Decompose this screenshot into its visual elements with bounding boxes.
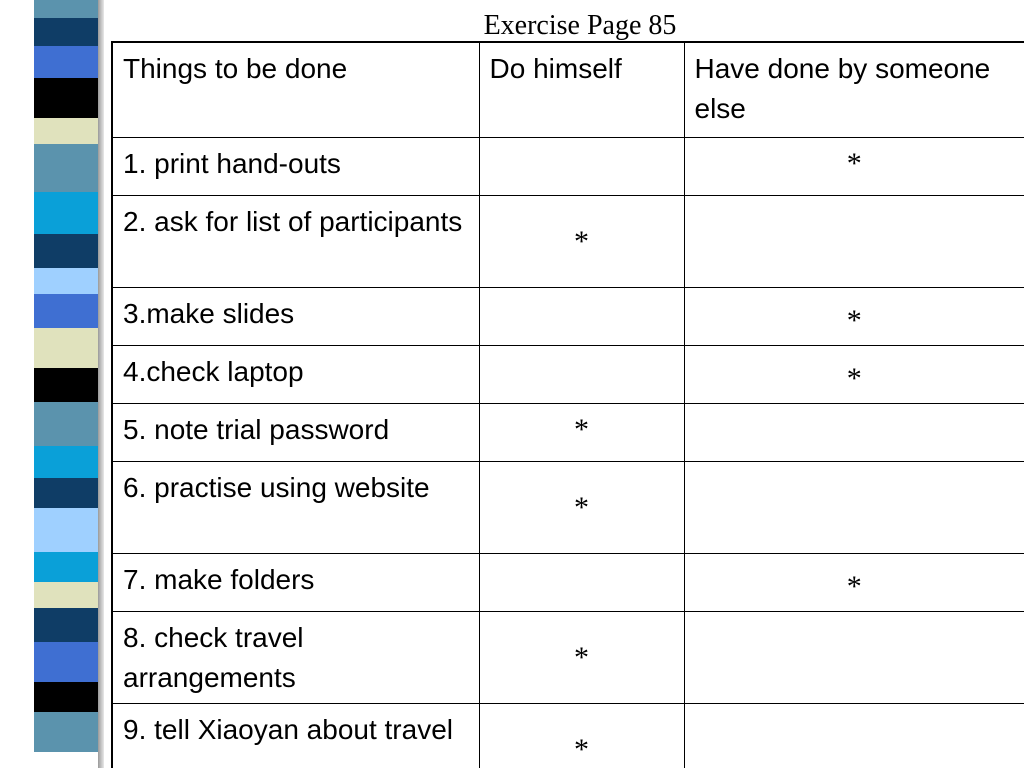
table-header-row <box>112 42 1024 137</box>
stripe <box>34 478 98 508</box>
stripe <box>34 294 98 328</box>
stripe <box>34 402 98 446</box>
stripe <box>34 682 98 712</box>
decorative-stripe-band <box>34 0 98 768</box>
do-himself-cell <box>479 403 684 461</box>
stripe <box>34 0 98 18</box>
asterisk-mark: * <box>846 569 862 603</box>
done-by-someone-else-cell <box>684 461 1024 553</box>
table-row <box>112 345 1024 403</box>
table-row <box>112 553 1024 611</box>
task-cell: 1. print hand-outs <box>112 137 479 195</box>
do-himself-cell <box>479 287 684 345</box>
stripe <box>34 78 98 118</box>
asterisk-mark: * <box>574 732 589 766</box>
header-cell: Do himself <box>479 42 684 137</box>
table-row <box>112 703 1024 768</box>
asterisk-mark: * <box>574 225 589 258</box>
do-himself-cell <box>479 461 684 553</box>
stripe <box>34 328 98 368</box>
asterisk-mark: * <box>574 491 589 524</box>
done-by-someone-else-cell <box>684 403 1024 461</box>
do-himself-cell <box>479 195 684 287</box>
asterisk-mark: * <box>846 303 862 337</box>
stripe <box>34 552 98 582</box>
table-row <box>112 403 1024 461</box>
exercise-table-container <box>111 41 1024 768</box>
stripe <box>34 712 98 752</box>
done-by-someone-else-cell <box>684 137 1024 195</box>
table-row <box>112 611 1024 703</box>
task-cell: 5. note trial password <box>112 403 479 461</box>
stripe <box>34 192 98 234</box>
table-row <box>112 195 1024 287</box>
do-himself-cell <box>479 137 684 195</box>
table-row <box>112 137 1024 195</box>
slide-title: Exercise Page 85 <box>483 10 677 41</box>
do-himself-cell <box>479 611 684 703</box>
stripe <box>34 608 98 642</box>
asterisk-mark: * <box>846 146 862 180</box>
done-by-someone-else-cell <box>684 345 1024 403</box>
asterisk-mark: * <box>846 361 862 395</box>
task-cell: 4.check laptop <box>112 345 479 403</box>
stripe <box>34 268 98 294</box>
task-cell: 3.make slides <box>112 287 479 345</box>
done-by-someone-else-cell <box>684 195 1024 287</box>
task-cell: 7. make folders <box>112 553 479 611</box>
stripe <box>34 446 98 478</box>
stripe <box>34 144 98 192</box>
stripe <box>34 508 98 552</box>
do-himself-cell <box>479 553 684 611</box>
stripe <box>34 46 98 78</box>
asterisk-mark: * <box>574 641 589 674</box>
header-cell: Have done by someone else <box>684 42 1024 137</box>
task-cell: 2. ask for list of participants <box>112 195 479 287</box>
stripe <box>34 234 98 268</box>
done-by-someone-else-cell <box>684 611 1024 703</box>
table-row <box>112 287 1024 345</box>
asterisk-mark: * <box>574 412 589 446</box>
stripe <box>34 118 98 144</box>
exercise-table <box>111 41 1024 768</box>
stripe <box>34 582 98 608</box>
stripe-shadow <box>98 0 104 768</box>
done-by-someone-else-cell <box>684 703 1024 768</box>
task-cell: 8. check travel arrangements <box>112 611 479 703</box>
stripe <box>34 642 98 682</box>
stripe <box>34 368 98 402</box>
do-himself-cell <box>479 703 684 768</box>
stripe <box>34 18 98 46</box>
do-himself-cell <box>479 345 684 403</box>
done-by-someone-else-cell <box>684 553 1024 611</box>
task-cell: 9. tell Xiaoyan about travel <box>112 703 479 768</box>
done-by-someone-else-cell <box>684 287 1024 345</box>
header-cell: Things to be done <box>112 42 479 137</box>
task-cell: 6. practise using website <box>112 461 479 553</box>
table-row <box>112 461 1024 553</box>
